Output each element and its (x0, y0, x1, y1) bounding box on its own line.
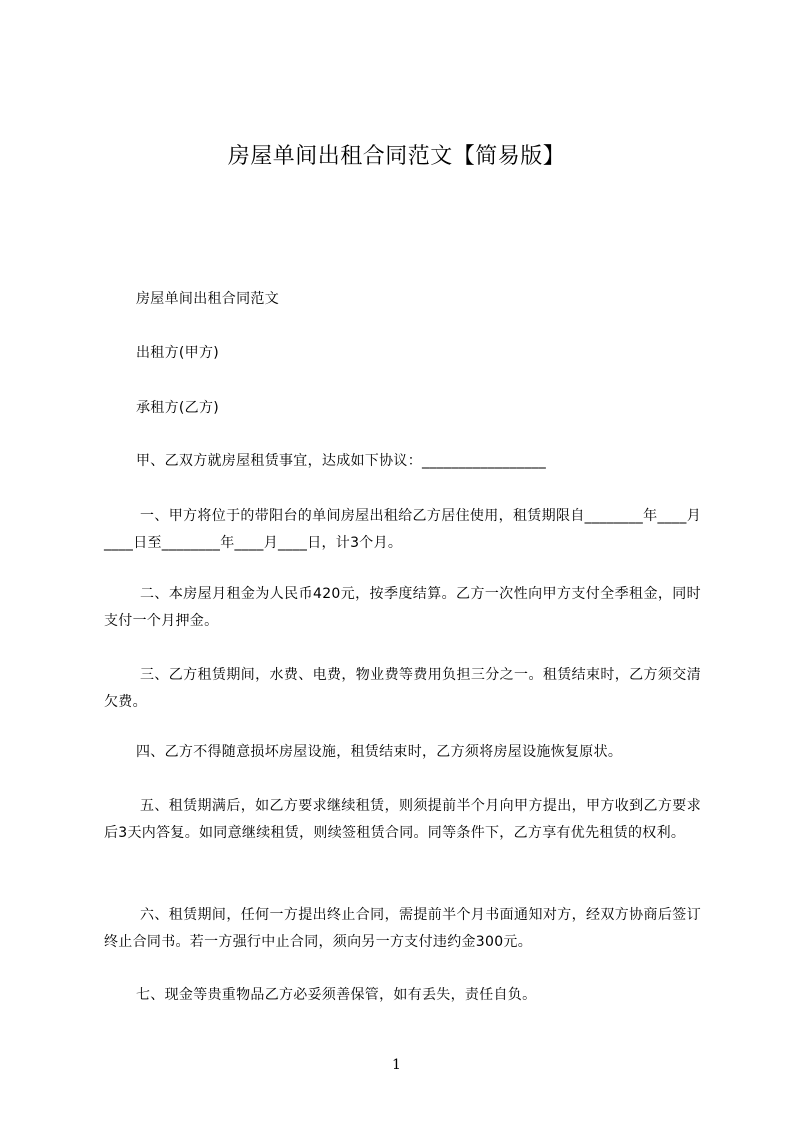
paragraph-clause-7: 七、现金等贵重物品乙方必妥须善保管，如有丢失，责任自负。 (136, 987, 537, 1003)
paragraph-clause-1: 一、甲方将位于的带阳台的单间房屋出租给乙方居住使用，租赁期限自________年____月____日至________年____月____日，计3个月。 (104, 508, 701, 551)
document-title: 房屋单间出租合同范文【简易版】 (227, 144, 566, 169)
paragraph-clause-5: 五、租赁期满后，如乙方要求继续租赁，则须提前半个月向甲方提出，甲方收到乙方要求后3天内答复。如同意继续租赁，则续签租赁合同。同等条件下，乙方享有优先租赁的权利。 (104, 798, 701, 841)
paragraph-clause-2: 二、本房屋月租金为人民币420元，按季度结算。乙方一次性向甲方支付全季租金，同时支付一个月押金。 (104, 586, 701, 629)
paragraph-agreement-intro: 甲、乙双方就房屋租赁事宜，达成如下协议：_________________ (136, 453, 547, 469)
paragraph-clause-3: 三、乙方租赁期间，水费、电费，物业费等费用负担三分之一。租赁结束时，乙方须交清欠费。 (104, 667, 701, 710)
paragraph-clause-6: 六、租赁期间，任何一方提出终止合同，需提前半个月书面通知对方，经双方协商后签订终止合同书。若一方强行中止合同，须向另一方支付违约金300元。 (104, 907, 701, 950)
paragraph-lessor: 出租方(甲方) (136, 345, 220, 361)
paragraph-lessee: 承租方(乙方) (136, 400, 220, 416)
paragraph-heading: 房屋单间出租合同范文 (136, 291, 279, 307)
paragraph-clause-4: 四、乙方不得随意损坏房屋设施，租赁结束时，乙方须将房屋设施恢复原状。 (136, 744, 623, 760)
page-number: 1 (392, 1057, 401, 1073)
